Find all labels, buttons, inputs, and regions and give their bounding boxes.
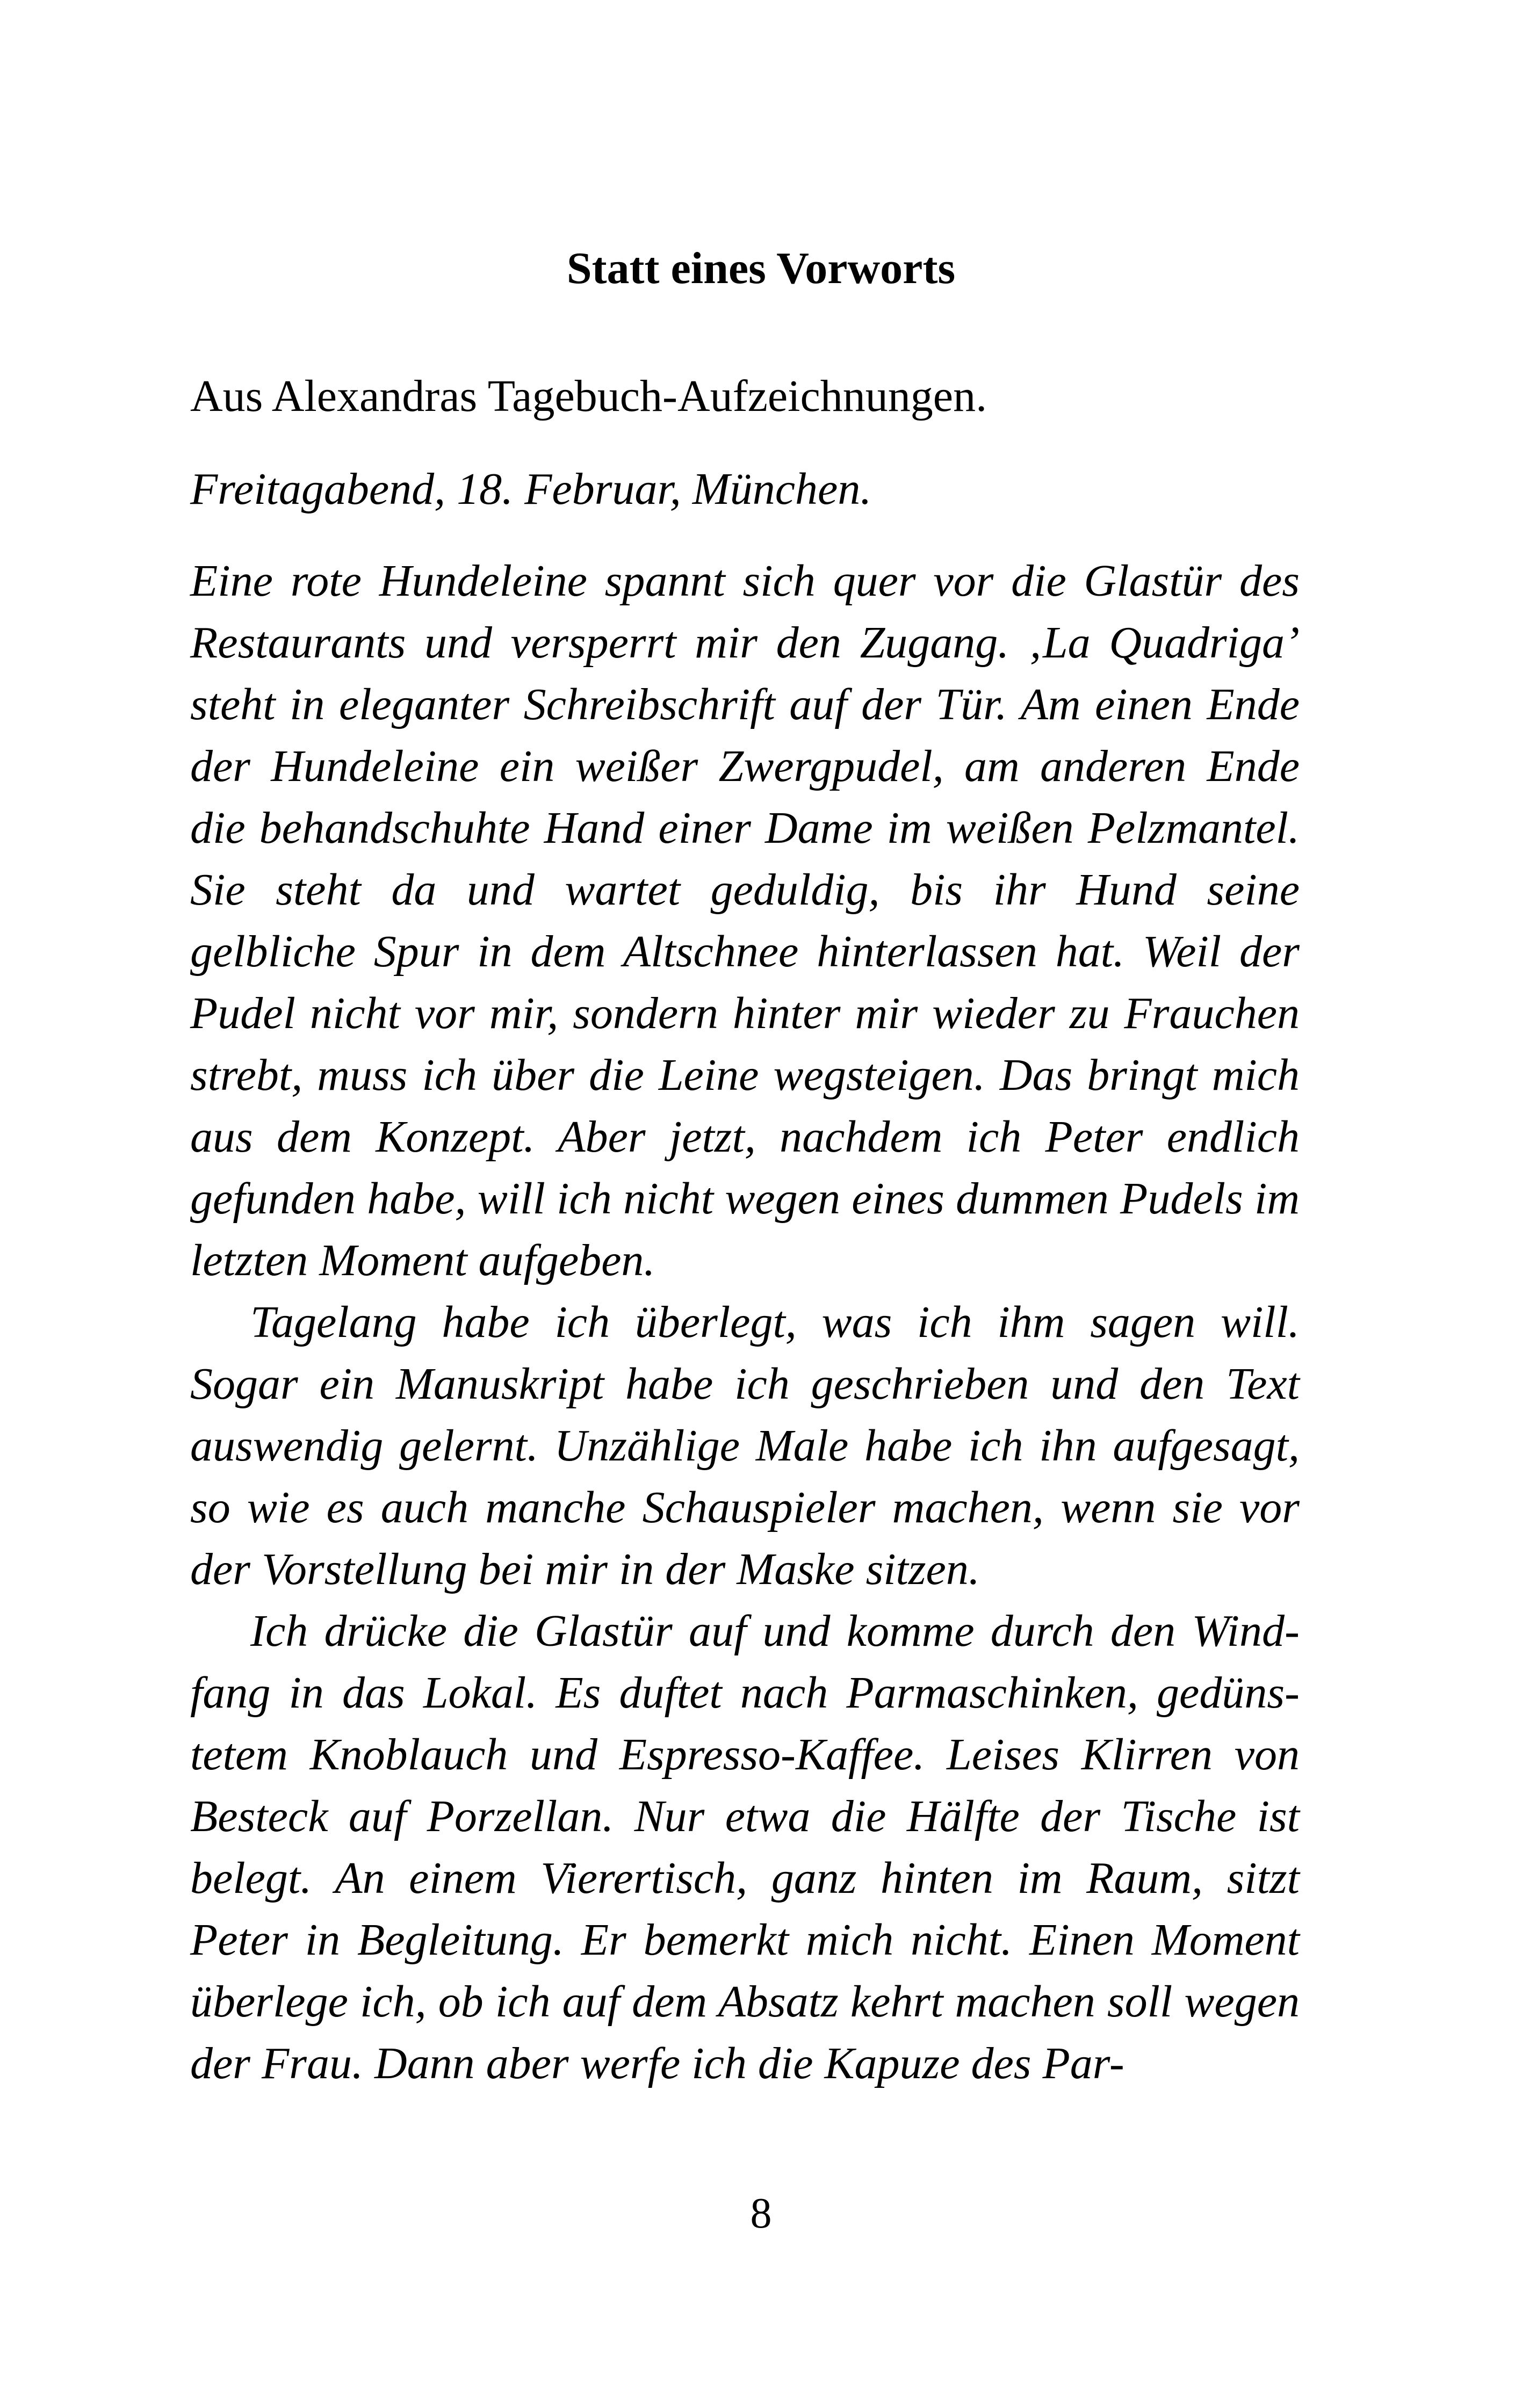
- paragraph: Tagelang habe ich überlegt, was ich ihm sagen will. Sogar ein Manuskript habe ich geschrieben und den Text auswendig gelernt. Unzählige Male habe ich ihn aufgesagt, so wie es auch manche Schauspieler machen, wenn sie vor der Vorstellung bei mir in der Maske sitzen.: [190, 1297, 1300, 1594]
- diary-dateline: Freitagabend, 18. Februar, München.: [190, 464, 872, 514]
- paragraph: Ich drücke die Glastür auf und komme durch den Windfang in das Lokal. Es duftet nach Parmaschinken, gedünstetem Knoblauch und Espresso-Kaffee. Leises Klirren von Besteck auf Porzellan. Nur etwa die Hälfte der Tische ist belegt. An einem Vierertisch, ganz hinten im Raum, sitzt Peter in Begleitung. Er bemerkt mich nicht. Einen Moment überlege ich, ob ich auf dem Absatz kehrt machen soll wegen der Frau. Dann aber werfe ich die Kapuze des Par-: [190, 1606, 1300, 2088]
- chapter-title: Statt eines Vorworts: [566, 243, 956, 293]
- page-number: 8: [750, 2190, 772, 2237]
- paragraph: Eine rote Hundeleine spannt sich quer vor die Glastür des Restaurants und versperrt mir den Zugang. ‚La Quadriga’ steht in eleganter Schreibschrift auf der Tür. Am einen Ende der Hundeleine ein weißer Zwergpudel, am anderen Ende die behandschuhte Hand einer Dame im weißen Pelzmantel. Sie steht da und wartet geduldig, bis ihr Hund seine gelbliche Spur in dem Altschnee hinterlassen hat. Weil der Pudel nicht vor mir, sondern hinter mir wieder zu Frauchen strebt, muss ich über die Leine wegsteigen. Das bringt mich aus dem Konzept. Aber jetzt, nachdem ich Peter endlich gefunden habe, will ich nicht wegen eines dummen Pudels im letzten Moment aufgeben.: [190, 556, 1300, 1285]
- intro-line: Aus Alexandras Tagebuch-Aufzeichnungen.: [190, 371, 987, 421]
- diary-body: [190, 550, 1300, 2094]
